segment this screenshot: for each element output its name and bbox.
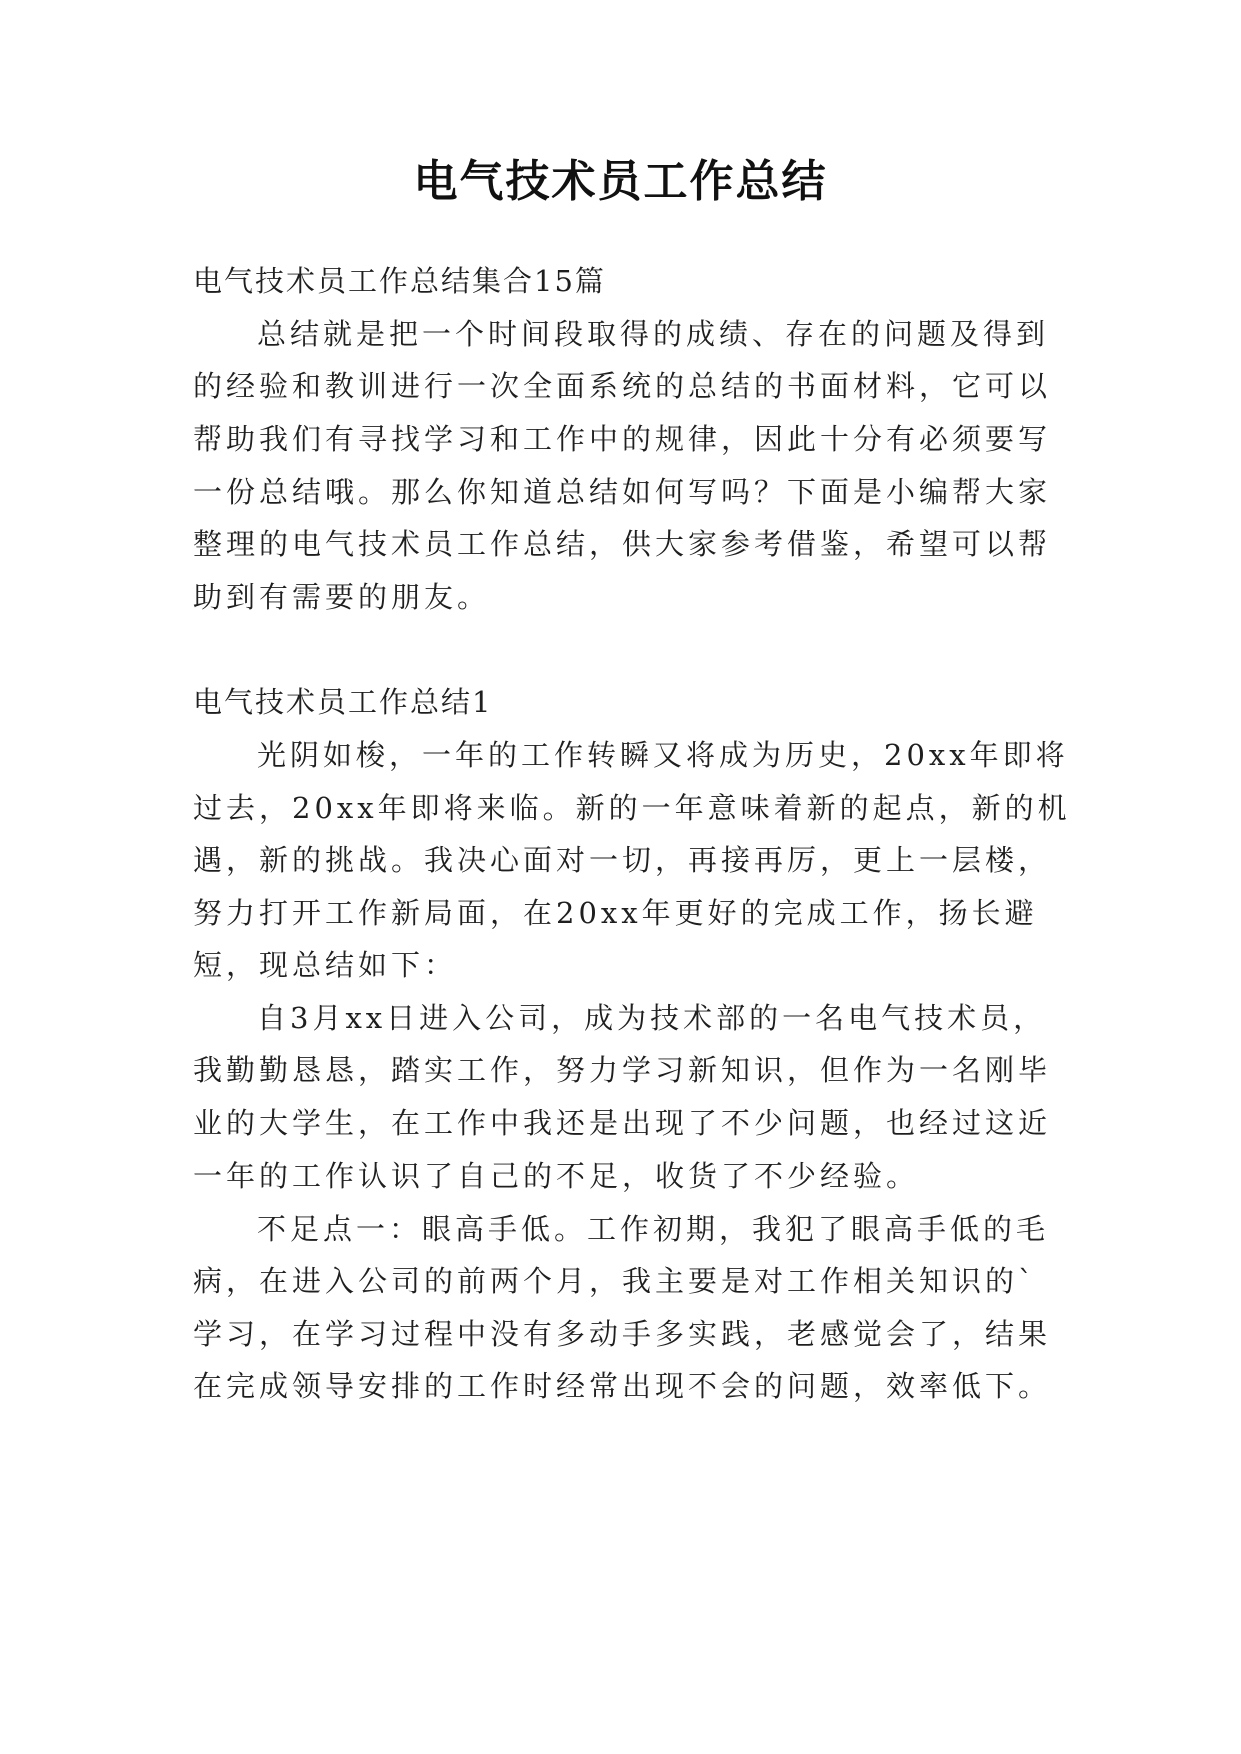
collection-heading: 电气技术员工作总结集合15篇 <box>193 264 606 298</box>
paragraph-line: 我勤勤恳恳，踏实工作，努力学习新知识，但作为一名刚毕 <box>193 1053 1052 1087</box>
paragraph-line: 一年的工作认识了自己的不足，收货了不少经验。 <box>193 1159 920 1193</box>
paragraph-line: 努力打开工作新局面，在20xx年更好的完成工作，扬长避 <box>193 896 1038 930</box>
intro-line: 的经验和教训进行一次全面系统的总结的书面材料，它可以 <box>193 369 1052 403</box>
paragraph-line: 光阴如梭，一年的工作转瞬又将成为历史，20xx年即将 <box>257 738 1069 772</box>
intro-line: 整理的电气技术员工作总结，供大家参考借鉴，希望可以帮 <box>193 527 1052 561</box>
intro-line: 帮助我们有寻找学习和工作中的规律，因此十分有必须要写 <box>193 422 1052 456</box>
paragraph-line: 在完成领导安排的工作时经常出现不会的问题，效率低下。 <box>193 1369 1052 1403</box>
intro-line: 助到有需要的朋友。 <box>193 580 491 614</box>
section-heading: 电气技术员工作总结1 <box>193 685 493 719</box>
paragraph-line: 遇，新的挑战。我决心面对一切，再接再厉，更上一层楼， <box>193 843 1052 877</box>
document-title: 电气技术员工作总结 <box>413 156 828 207</box>
paragraph-line: 过去，20xx年即将来临。新的一年意味着新的起点，新的机 <box>193 791 1071 825</box>
paragraph-line: 短，现总结如下： <box>193 948 458 982</box>
paragraph-line: 业的大学生，在工作中我还是出现了不少问题，也经过这近 <box>193 1106 1052 1140</box>
intro-line: 一份总结哦。那么你知道总结如何写吗？下面是小编帮大家 <box>193 475 1052 509</box>
paragraph-line: 不足点一：眼高手低。工作初期，我犯了眼高手低的毛 <box>257 1212 1050 1246</box>
intro-line: 总结就是把一个时间段取得的成绩、存在的问题及得到 <box>257 317 1050 351</box>
paragraph-line: 学习，在学习过程中没有多动手多实践，老感觉会了，结果 <box>193 1317 1052 1351</box>
paragraph-line: 病，在进入公司的前两个月，我主要是对工作相关知识的` <box>193 1264 1037 1298</box>
paragraph-line: 自3月xx日进入公司，成为技术部的一名电气技术员， <box>257 1001 1047 1035</box>
